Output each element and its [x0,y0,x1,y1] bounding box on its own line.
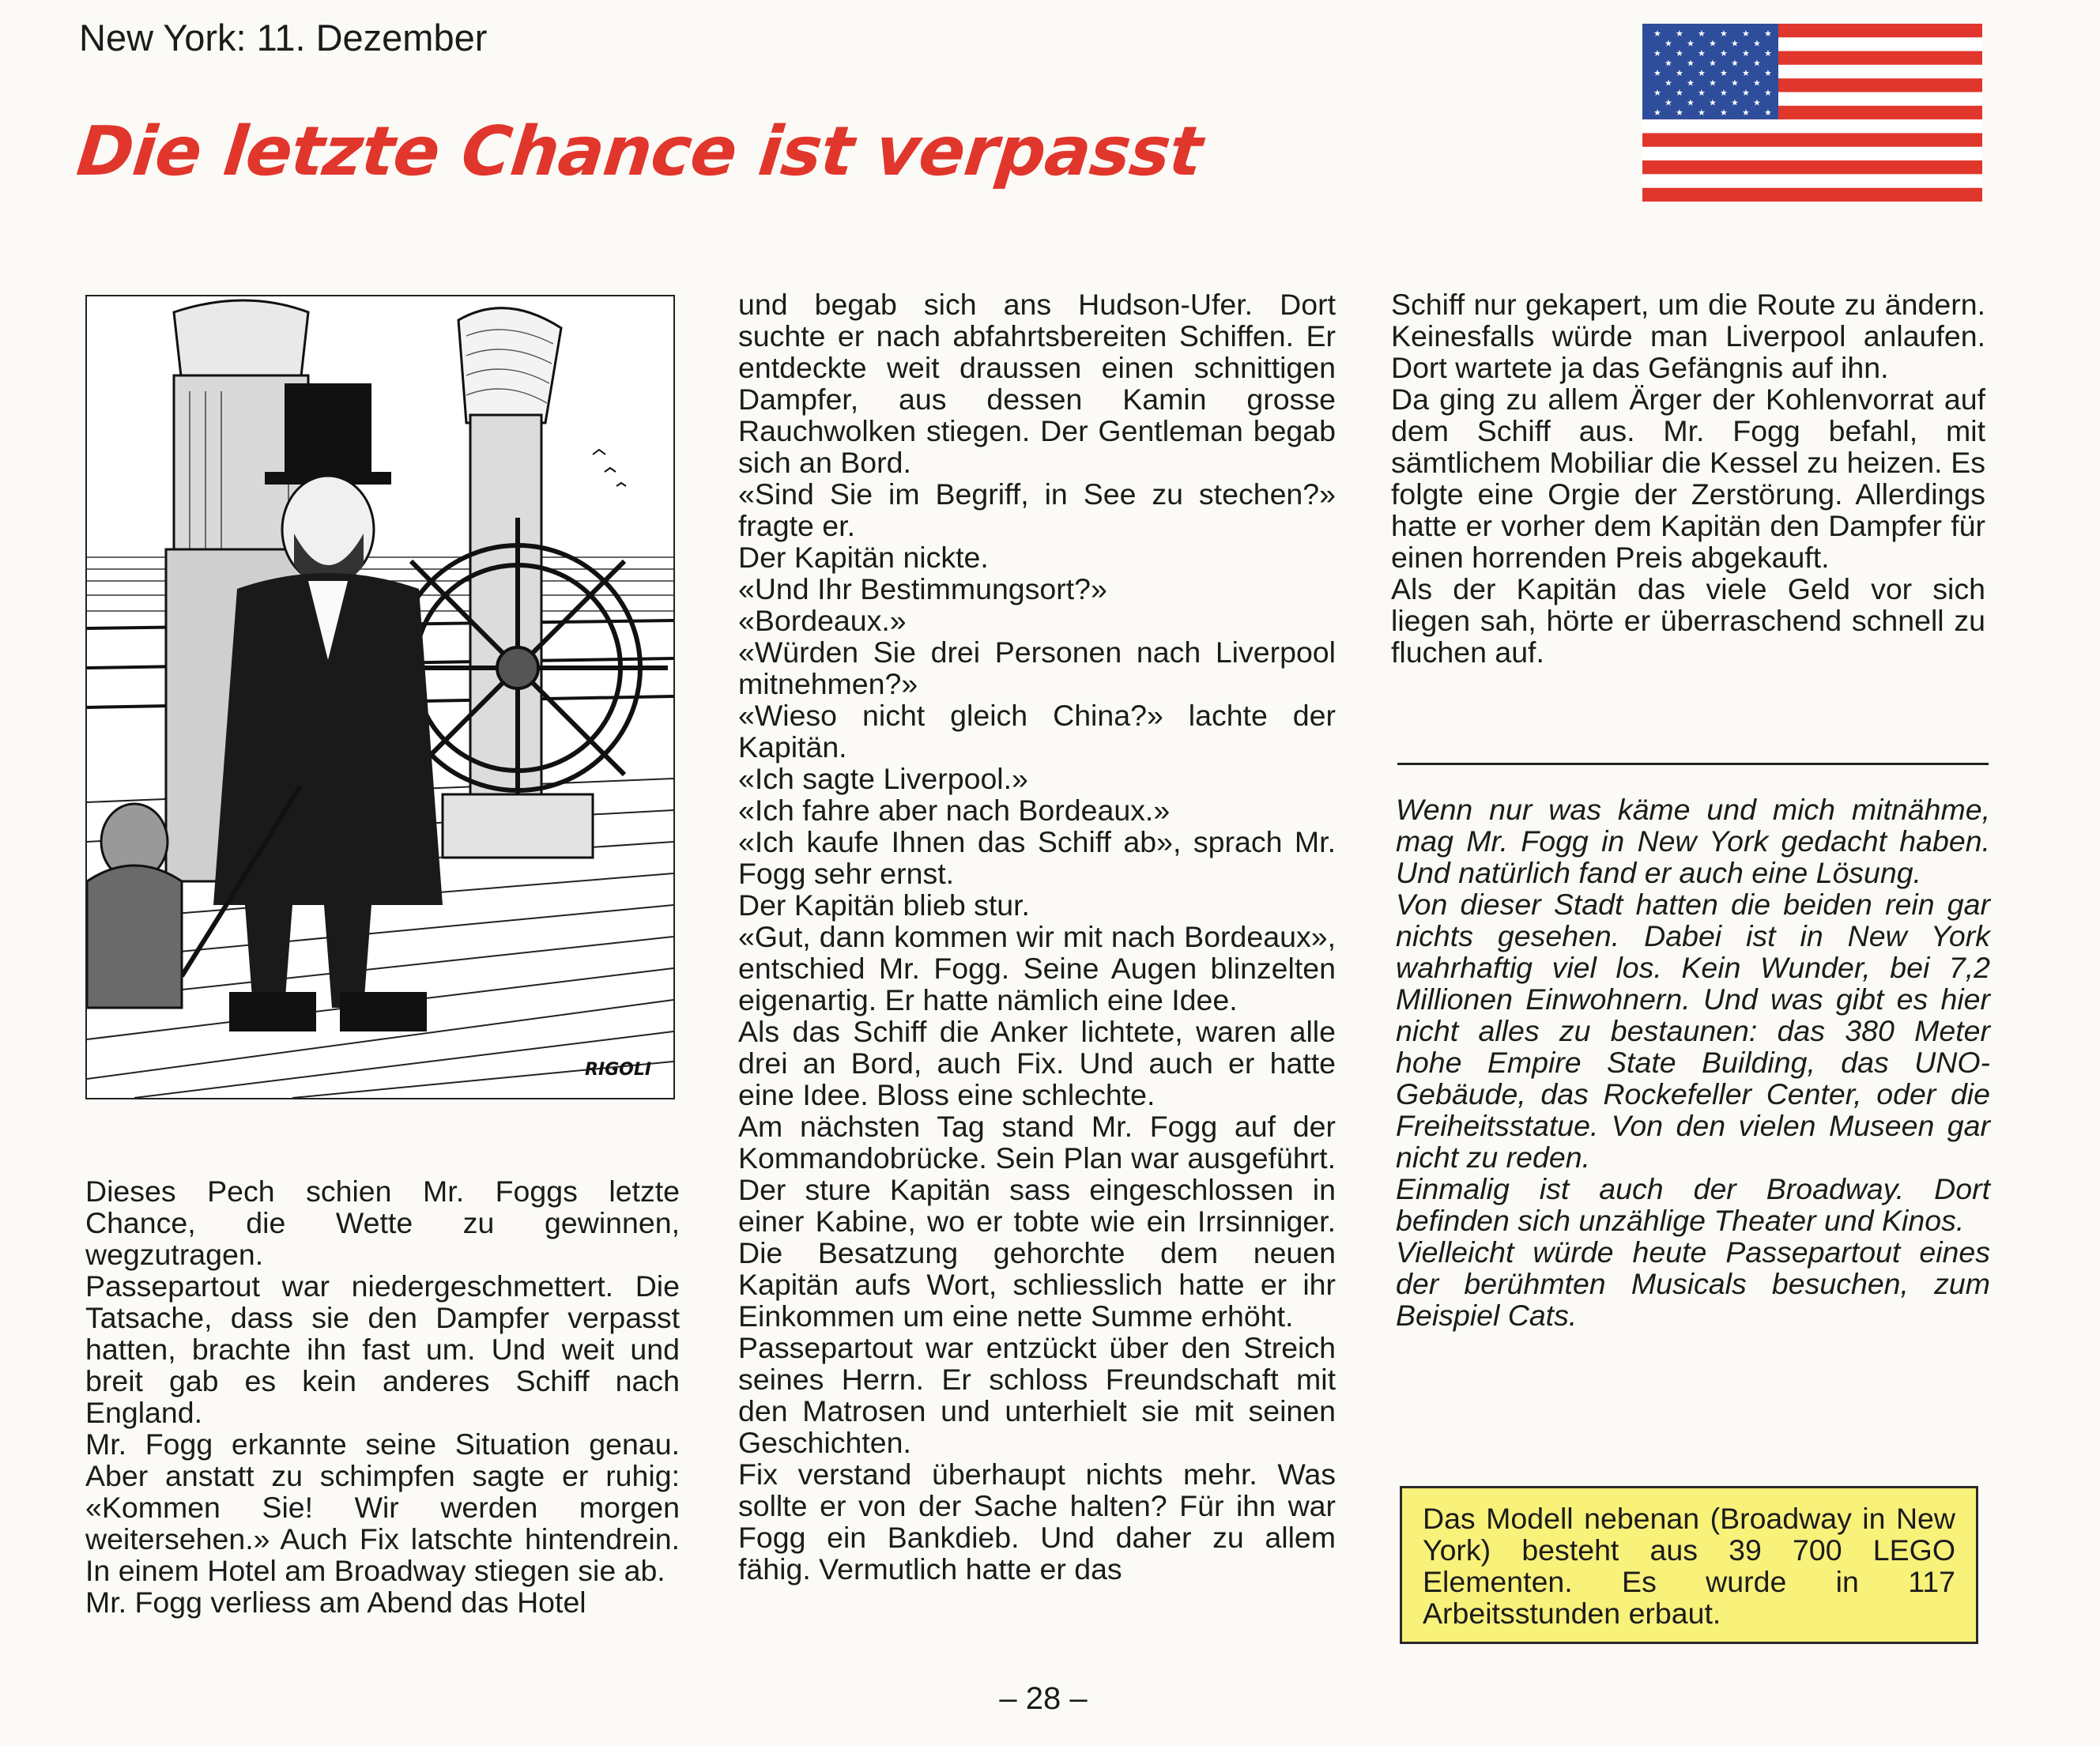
ship-deck-gentleman-illustration [85,295,675,1099]
flag-star-icon: ★ [1676,88,1683,98]
flag-star-icon: ★ [1731,38,1739,49]
paragraph: Einmalig ist auch der Broadway. Dort befinden sich unzählige Theater und Kinos. [1396,1172,1990,1237]
flag-star-icon: ★ [1653,107,1661,118]
paragraph: Schiff nur gekapert, um die Route zu ändern. Keinesfalls würde man Liverpool anlaufen. Dort wartete ja das Gefängnis auf ihn. [1391,288,1985,384]
paragraph: Wenn nur was käme und mich mitnähme, mag Mr. Fogg in New York gedacht haben. Und natürlich fand er auch eine Lösung. [1396,793,1990,889]
flag-star-icon: ★ [1731,58,1739,69]
paragraph: Dieses Pech schien Mr. Foggs letzte Chance, die Wette zu gewinnen, wegzutragen. [85,1175,680,1271]
paragraph: «Ich kaufe Ihnen das Schiff ab», sprach Mr. Fogg sehr ernst. [738,825,1336,890]
flag-star-icon: ★ [1764,28,1772,39]
paragraph: «Ich fahre aber nach Bordeaux.» [738,794,1171,827]
flag-star-icon: ★ [1687,97,1695,108]
flag-star-icon: ★ [1676,28,1683,39]
paragraph: Mr. Fogg verliess am Abend das Hotel [85,1586,586,1619]
flag-star-icon: ★ [1753,38,1761,49]
paragraph: «Bordeaux.» [738,604,907,637]
paragraph: Da ging zu allem Ärger der Kohlenvorrat auf dem Schiff aus. Mr. Fogg befahl, mit sämtlichem Mobiliar die Kessel zu heizen. Es folgte eine Orgie der Zerstörung. Allerdings hatte er vorher dem Kapitän den Dampfer für einen horrenden Preis abgekauft. [1391,383,1985,574]
flag-star-icon: ★ [1720,107,1728,118]
flag-star-icon: ★ [1665,77,1672,89]
flag-star-icon: ★ [1653,28,1661,39]
paragraph: «Sind Sie im Begriff, in See zu stechen?» fragte er. [738,477,1336,542]
page-number: – 28 – [999,1681,1088,1716]
headline: Die letzte Chance ist verpasst [73,112,1206,191]
paragraph: Als das Schiff die Anker lichtete, waren alle drei an Bord, auch Fix. Und auch er hatte eine Idee. Bloss eine schlechte. [738,1015,1336,1111]
dateline: New York: 11. Dezember [79,17,488,58]
flag-star-icon: ★ [1698,68,1706,78]
flag-star-icon: ★ [1731,97,1739,108]
flag-star-icon: ★ [1698,107,1706,118]
flag-star-icon: ★ [1676,48,1683,58]
paragraph: «Würden Sie drei Personen nach Liverpool mitnehmen?» [738,635,1336,700]
paragraph: Als der Kapitän das viele Geld vor sich liegen sah, hörte er überraschend schnell zu fluchen auf. [1391,572,1985,669]
paragraph: «Wieso nicht gleich China?» lachte der Kapitän. [738,699,1336,764]
paragraph: Am nächsten Tag stand Mr. Fogg auf der Kommandobrücke. Sein Plan war ausgeführt. Der sture Kapitän sass eingeschlossen in einer Kabine, wo er tobte wie ein Irrsinniger. Die Besatzung gehorchte dem neuen Kapitän aufs Wort, schliesslich hatte er ihr Einkommen um eine nette Summe erhöht. [738,1110,1336,1333]
flag-star-icon: ★ [1742,28,1750,39]
flag-star-icon: ★ [1753,97,1761,108]
flag-star-icon: ★ [1753,77,1761,89]
flag-star-icon: ★ [1764,107,1772,118]
flag-star-icon: ★ [1742,107,1750,118]
flag-star-icon: ★ [1698,48,1706,58]
flag-star-icon: ★ [1720,48,1728,58]
flag-star-icon: ★ [1731,77,1739,89]
flag-star-icon: ★ [1676,68,1683,78]
paragraph: Fix verstand überhaupt nichts mehr. Was sollte er von der Sache halten? Für ihn war Fogg ein Bankdieb. Und daher zu allem fähig. Vermutlich hatte er das [738,1458,1336,1586]
section-divider [1397,763,1989,765]
flag-star-icon: ★ [1720,28,1728,39]
flag-star-icon: ★ [1720,68,1728,78]
flag-star-icon: ★ [1742,88,1750,98]
flag-star-icon: ★ [1687,38,1695,49]
flag-star-icon: ★ [1676,107,1683,118]
paragraph: «Und Ihr Bestimmungsort?» [738,572,1107,605]
flag-star-icon: ★ [1764,48,1772,58]
flag-star-icon: ★ [1764,88,1772,98]
flag-star-icon: ★ [1665,58,1672,69]
flag-star-icon: ★ [1665,97,1672,108]
paragraph: Vielleicht würde heute Passepartout eines der berühmten Musicals besuchen, zum Beispiel Cats. [1396,1235,1990,1332]
flag-star-icon: ★ [1653,88,1661,98]
flag-star-icon: ★ [1742,48,1750,58]
flag-star-icon: ★ [1764,68,1772,78]
paragraph: Der Kapitän nickte. [738,541,989,574]
flag-star-icon: ★ [1698,88,1706,98]
paragraph: Mr. Fogg erkannte seine Situation genau. Aber anstatt zu schimpfen sagte er ruhig: «Kommen Sie! Wir werden morgen weitersehen.» Auch Fix latschte hintendrein. In einem Hotel am Broadway stiegen sie ab. [85,1427,680,1587]
paragraph: «Ich sagte Liverpool.» [738,762,1028,795]
flag-star-icon: ★ [1709,97,1717,108]
us-flag-icon [1642,24,1982,202]
new-york-sidebar [1396,794,1990,1331]
lego-model-infobox [1400,1486,1978,1644]
flag-star-icon: ★ [1665,38,1672,49]
flag-star-icon: ★ [1753,58,1761,69]
flag-star-icon: ★ [1653,68,1661,78]
flag-star-icon: ★ [1687,58,1695,69]
paragraph: Passepartout war entzückt über den Streich seines Herrn. Er schloss Freundschaft mit den Matrosen und unterhielt sie mit seinen Geschichten. [738,1331,1336,1459]
flag-star-icon: ★ [1698,28,1706,39]
article-column-3 [1391,288,1985,668]
flag-star-icon: ★ [1709,77,1717,89]
article-column-2 [738,288,1336,1585]
paragraph: und begab sich ans Hudson-Ufer. Dort suchte er nach abfahrtsbereiten Schiffen. Er entdeckte weit draussen einen schnittigen Dampfer, aus dessen Kamin grosse Rauchwolken stiegen. Der Gentleman begab sich an Bord. [738,288,1336,479]
paragraph: Der Kapitän blieb stur. [738,888,1030,922]
flag-star-icon: ★ [1709,38,1717,49]
paragraph: Von dieser Stadt hatten die beiden rein gar nichts gesehen. Dabei ist in New York wahrhaftig viel los. Kein Wunder, bei 7,2 Millionen Einwohnern. Und was gibt es hier nicht alles zu bestaunen: das 380 Meter hohe Empire State Building, das UNO-Gebäude, das Rockefeller Center, oder die Freiheitsstatue. Von den vielen Museen gar nicht zu reden. [1396,888,1990,1174]
paragraph: «Gut, dann kommen wir mit nach Bordeaux», entschied Mr. Fogg. Seine Augen blinzelten eigenartig. Er hatte nämlich eine Idee. [738,920,1336,1016]
flag-star-icon: ★ [1742,68,1750,78]
flag-star-icon: ★ [1709,58,1717,69]
illustration-signature: RIGOLI [585,1060,652,1080]
flag-star-icon: ★ [1653,48,1661,58]
infobox-text: Das Modell nebenan (Broadway in New York) besteht aus 39 700 LEGO Elementen. Es wurde in 117 Arbeitsstunden erbaut. [1423,1502,1955,1630]
flag-star-icon: ★ [1720,88,1728,98]
article-column-1 [85,1175,680,1618]
flag-star-icon: ★ [1687,77,1695,89]
paragraph: Passepartout war niedergeschmettert. Die Tatsache, dass sie den Dampfer verpasst hatten, brachte ihn fast um. Und weit und breit gab es kein anderes Schiff nach England. [85,1269,680,1429]
